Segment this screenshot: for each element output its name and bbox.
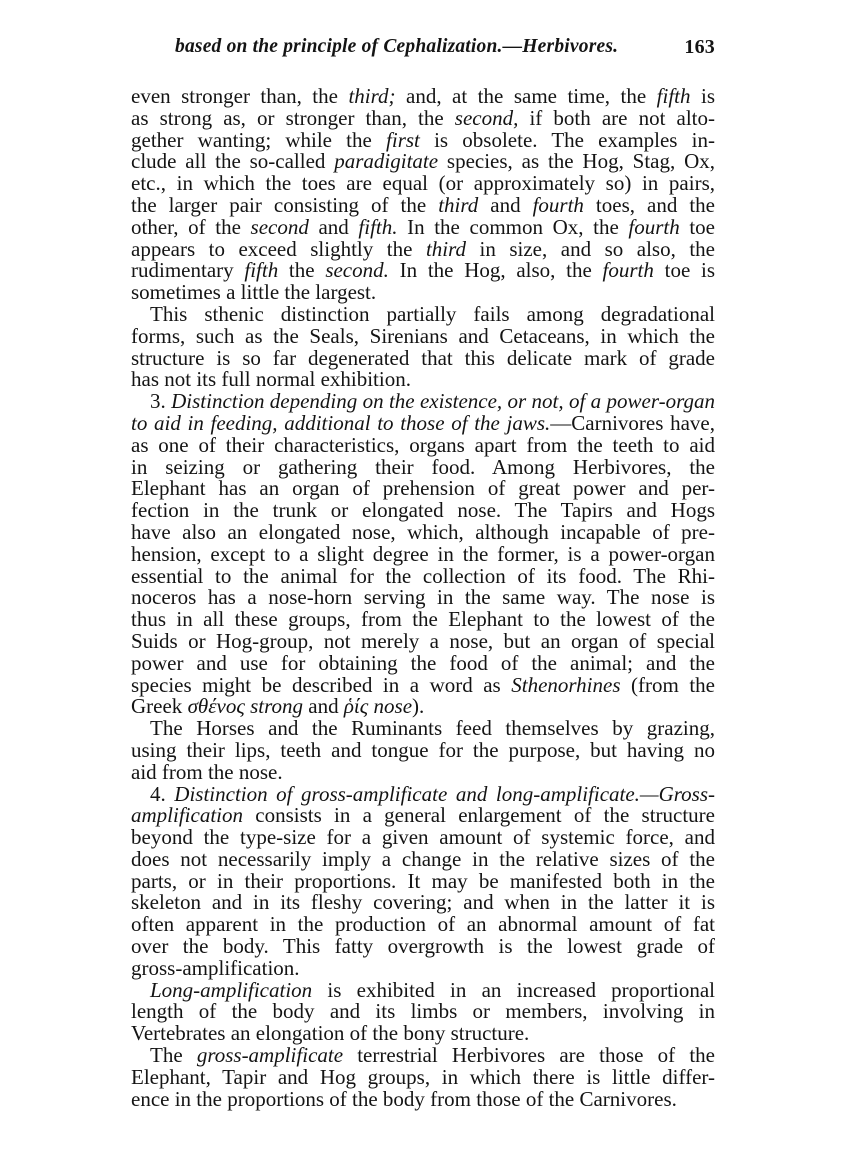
- text-run: Suids or Hog-group, not merely a nose, but an organ of special: [131, 628, 715, 653]
- text-line: [131, 696, 715, 718]
- italic-text-run: second,: [454, 105, 519, 130]
- italic-text-run: Long-amplification: [150, 977, 313, 1002]
- text-run: gether wanting; while the: [131, 127, 387, 152]
- text-run: aid from the nose.: [131, 759, 283, 784]
- italic-text-run: third: [425, 236, 466, 261]
- text-run: power and use for obtaining the food of the animal; and the: [131, 650, 715, 675]
- text-line: [131, 151, 715, 173]
- italic-text-run: ῥίς nose: [343, 694, 413, 719]
- text-line: [131, 1023, 715, 1045]
- text-line: [131, 454, 715, 479]
- italic-text-run: third;: [348, 84, 396, 108]
- text-run: hension, except to a slight degree in the former, is a power-organ: [131, 541, 715, 566]
- text-line: [131, 173, 715, 195]
- italic-text-run: fourth: [628, 214, 680, 239]
- text-run: 4.: [150, 781, 175, 806]
- italic-text-run: paradigitate: [334, 149, 439, 174]
- text-run: in size, and so also, the: [466, 236, 715, 261]
- text-run: the larger pair consisting of the: [131, 192, 439, 217]
- text-run: The Horses and the Ruminants feed themselves by grazing,: [150, 716, 715, 741]
- text-run: sometimes a little the largest.: [131, 280, 377, 305]
- text-run: species, as the Hog, Stag, Ox,: [438, 149, 715, 174]
- text-run: terrestrial Herbivores are those of the: [343, 1043, 715, 1068]
- text-run: In the common Ox, the: [397, 214, 629, 239]
- text-run: essential to the animal for the collection of its food. The Rhi-: [131, 563, 715, 588]
- italic-text-run: third: [438, 192, 479, 217]
- text-run: thus in all these groups, from the Elephant to the lowest of the: [131, 607, 715, 632]
- text-run: consists in a general enlargement of the structure: [243, 803, 715, 828]
- text-line: [131, 86, 715, 108]
- text-line: [131, 1045, 715, 1067]
- text-run: over the body. This fatty overgrowth is the lowest grade of: [131, 934, 715, 959]
- italic-text-run: gross-amplificate: [196, 1043, 344, 1068]
- text-run: toe is: [653, 258, 716, 283]
- text-run: forms, such as the Seals, Sirenians and Cetaceans, in which the: [131, 323, 715, 348]
- italic-text-run: fifth: [244, 258, 279, 283]
- text-line: [131, 1001, 715, 1023]
- text-run: length of the body and its limbs or members, involving in: [131, 999, 715, 1024]
- italic-text-run: σθένος strong: [187, 694, 304, 719]
- text-run: does not necessarily imply a change in the relative sizes of the: [131, 846, 715, 871]
- text-run: is exhibited in an increased proportional: [312, 977, 715, 1002]
- text-line: [131, 541, 715, 566]
- text-line: [131, 345, 715, 370]
- text-run: toe: [679, 214, 715, 239]
- text-line: [131, 955, 715, 980]
- text-run: In the Hog, also, the: [388, 258, 603, 283]
- text-line: [131, 846, 715, 871]
- text-run: have also an elongated nose, which, although incapable of pre-: [131, 519, 715, 544]
- text-run: species might be described in a word as: [131, 672, 512, 697]
- text-run: is obsolete. The examples in-: [419, 127, 716, 152]
- text-line: [131, 718, 715, 740]
- text-line: [131, 127, 716, 152]
- text-line: [131, 672, 715, 697]
- text-line: [131, 936, 715, 958]
- text-line: [131, 214, 715, 239]
- running-head: [175, 36, 715, 66]
- text-line: [131, 650, 715, 675]
- text-run: ence in the proportions of the body from those of the Carnivores.: [131, 1086, 677, 1111]
- text-line: [131, 805, 715, 827]
- text-run: Greek: [131, 694, 188, 719]
- text-run: using their lips, teeth and tongue for the purpose, but having no: [131, 737, 715, 762]
- text-run: fection in the trunk or elongated nose. The Tapirs and Hogs: [131, 498, 715, 523]
- text-line: [131, 410, 715, 435]
- text-run: as one of their characteristics, organs apart from the teeth to aid: [131, 432, 715, 457]
- italic-text-run: Sthenorhines: [511, 672, 621, 697]
- text-line: [131, 282, 715, 304]
- text-line: [131, 478, 715, 500]
- text-run: even stronger than, the: [131, 84, 349, 108]
- text-run: —Carnivores have,: [550, 410, 715, 435]
- text-line: [131, 781, 715, 806]
- text-line: [131, 260, 715, 282]
- italic-text-run: to aid in feeding, additional to those of the jaws.: [131, 410, 551, 435]
- text-run: appears to exceed slightly the: [131, 236, 426, 261]
- text-line: [131, 519, 715, 544]
- text-run: structure is so far degenerated that this delicate mark of grade: [131, 345, 715, 370]
- text-line: [131, 892, 715, 914]
- text-run: clude all the so-called: [131, 149, 335, 174]
- running-head-title: based on the principle of Cephalization.—Herbivores.: [175, 36, 619, 57]
- text-run: Elephant, Tapir and Hog groups, in which there is little differ-: [131, 1064, 715, 1089]
- italic-text-run: fifth.: [358, 214, 398, 239]
- text-run: ).: [412, 694, 425, 719]
- text-line: [131, 105, 715, 130]
- text-run: 3.: [150, 389, 172, 414]
- text-run: (from the: [620, 672, 715, 697]
- text-run: skeleton and in its fleshy covering; and when in the latter it is: [131, 890, 715, 915]
- text-line: [131, 391, 715, 413]
- italic-text-run: second: [250, 214, 309, 239]
- text-run: toes, and the: [583, 192, 715, 217]
- page-number: 163: [684, 36, 715, 58]
- text-line: [131, 192, 715, 217]
- text-run: has not its full normal exhibition.: [131, 367, 411, 392]
- text-run: gross-amplification.: [131, 955, 300, 980]
- text-line: [131, 628, 715, 653]
- italic-text-run: fifth: [656, 84, 691, 108]
- text-line: [131, 868, 715, 893]
- italic-text-run: Distinction of gross-amplificate and long-amplificate.—Gross-: [174, 781, 715, 806]
- text-run: and: [308, 214, 359, 239]
- italic-text-run: amplification: [131, 803, 243, 828]
- text-run: parts, or in their proportions. It may be manifested both in the: [131, 868, 715, 893]
- text-run: if both are not alto-: [518, 105, 715, 130]
- text-line: [131, 323, 715, 348]
- text-line: [131, 587, 715, 609]
- italic-text-run: Distinction depending on the existence, or not, of a power-organ: [171, 389, 716, 414]
- text-line: [131, 737, 715, 762]
- text-line: [131, 609, 715, 631]
- text-run: as strong as, or stronger than, the: [131, 105, 455, 130]
- text-line: [131, 301, 715, 326]
- text-line: [131, 369, 715, 391]
- text-run: Vertebrates an elongation of the bony structure.: [131, 1021, 530, 1046]
- italic-text-run: second.: [325, 258, 389, 283]
- text-run: the: [278, 258, 326, 283]
- italic-text-run: fourth: [602, 258, 654, 283]
- text-line: [131, 827, 715, 849]
- text-run: other, of the: [131, 214, 251, 239]
- text-line: [131, 914, 715, 936]
- text-run: and: [478, 192, 533, 217]
- text-line: [131, 500, 715, 522]
- text-line: [131, 236, 715, 261]
- text-run: etc., in which the toes are equal (or approximately so) in pairs,: [131, 171, 715, 196]
- text-run: Elephant has an organ of prehension of great power and per-: [131, 476, 715, 501]
- text-line: [131, 977, 715, 1002]
- text-line: [131, 1086, 715, 1111]
- text-line: [131, 432, 715, 457]
- italic-text-run: first: [386, 127, 420, 152]
- text-run: is: [690, 84, 715, 108]
- text-run: rudimentary: [131, 258, 245, 283]
- text-run: The: [150, 1043, 197, 1068]
- body-text: [131, 86, 715, 1110]
- text-run: often apparent in the production of an abnormal amount of fat: [131, 912, 715, 937]
- text-run: in seizing or gathering their food. Among Herbivores, the: [131, 454, 715, 479]
- text-run: This sthenic distinction partially fails among degradational: [150, 301, 715, 326]
- text-run: and, at the same time, the: [395, 84, 657, 108]
- text-run: noceros has a nose-horn serving in the same way. The nose is: [131, 585, 715, 610]
- text-line: [131, 563, 715, 588]
- text-line: [131, 759, 715, 784]
- italic-text-run: fourth: [532, 192, 584, 217]
- text-line: [131, 1064, 715, 1089]
- text-run: beyond the type-size for a given amount of systemic force, and: [131, 825, 715, 850]
- text-run: and: [303, 694, 344, 719]
